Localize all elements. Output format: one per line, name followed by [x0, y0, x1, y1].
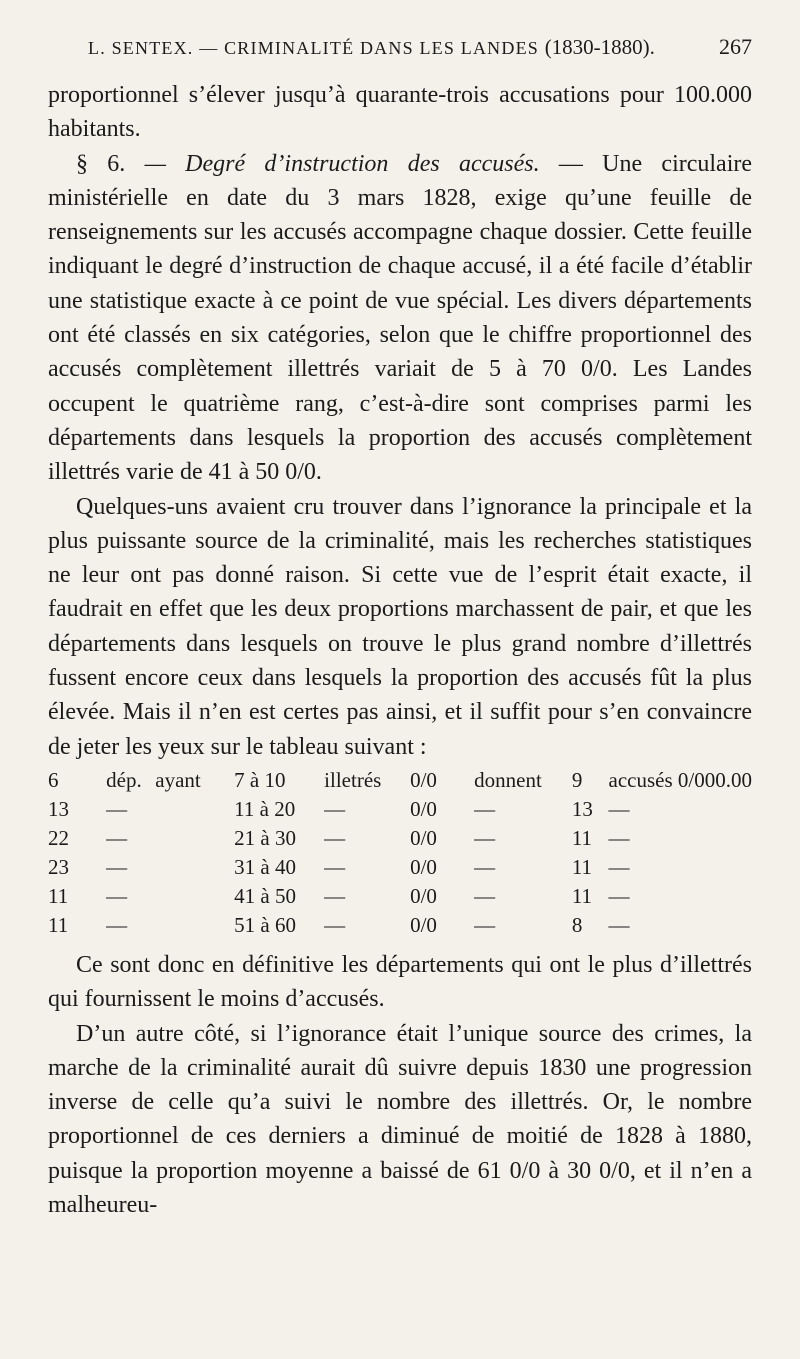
table-cell-ayant: [155, 911, 234, 940]
table-cell-unit: —: [106, 825, 128, 850]
paragraph-ignorance: Quelques-uns avaient cru trouver dans l’ignorance la principale et la plus puissante source de la criminalité, mais les recherches statistiques ne leur ont pas donné raison. Si cette vue de l’esprit était exacte, il faudrait en effet que les deux proportions marchassent de pair, et que les départements dans lesquels on trouve le plus grand nombre d’illettrés fussent encore ceux dans lesquels la proportion des accusés fût la plus élevée. Mais il n’en est certes pas ainsi, et il suffit pour s’en convaincre de jeter les yeux sur le tableau suivant :: [48, 493, 752, 760]
table-cell-ayant: [155, 824, 234, 853]
table-cell-dep: 22: [48, 825, 69, 850]
statistics-table: [48, 766, 752, 940]
table-cell-dep: 11: [48, 883, 69, 908]
table-cell-acc: —: [608, 854, 630, 879]
table-cell-range: 7 à 10: [234, 767, 286, 792]
table-cell-count: 11: [571, 883, 593, 908]
table-row: [48, 795, 752, 824]
table-cell-acc: —: [608, 825, 630, 850]
table-cell-ayant: [155, 882, 234, 911]
paragraph-progression: D’un autre côté, si l’ignorance était l’unique source des crimes, la marche de la criminalité aurait dû suivre depuis 1830 une progression inverse de celle qu’a suivi le nombre des illettrés. Or, le nombre proportionnel de ces derniers a diminué de moitié de 1828 à 1880, puisque la proportion moyenne a baissé de 61 0/0 à 30 0/0, et il n’en a malheureu-: [48, 1020, 752, 1219]
running-title: [48, 35, 655, 60]
table-cell-count: 11: [571, 825, 593, 850]
table-cell-ayant: ayant: [155, 767, 201, 792]
table-cell-donnent: —: [474, 912, 496, 937]
running-title-text: L. SENTEX. — CRIMINALITÉ DANS LES LANDES: [88, 38, 539, 58]
table-cell-acc: —: [608, 912, 630, 937]
table-row: [48, 882, 752, 911]
table-cell-count: 8: [571, 912, 583, 937]
table-cell-unit: —: [106, 883, 128, 908]
section-title: — Degré d’instruction des accusés.: [144, 150, 540, 177]
table-cell-ill: —: [324, 854, 346, 879]
table-cell-unit: —: [106, 796, 128, 821]
table-cell-donnent: —: [474, 796, 496, 821]
table-cell-ill: illetrés: [324, 767, 382, 792]
table-cell-count: 9: [571, 767, 583, 792]
table-cell-donnent: —: [474, 825, 496, 850]
paragraph-conclusion: Ce sont donc en définitive les départements qui ont le plus d’illettrés qui fournissent le moins d’accusés.: [48, 951, 752, 1013]
table-cell-range: 51 à 60: [234, 912, 296, 937]
table-cell-donnent: —: [474, 883, 496, 908]
table-cell-unit: —: [106, 854, 128, 879]
table-cell-donnent: donnent: [474, 767, 542, 792]
table-cell-pct: 0/0: [410, 796, 437, 821]
table-row: [48, 853, 752, 882]
table-cell-pct: 0/0: [410, 767, 437, 792]
table-cell-pct: 0/0: [410, 912, 437, 937]
page-number: 267: [719, 34, 752, 59]
table-cell-ill: —: [324, 825, 346, 850]
table-cell-acc: accusés 0/000.00: [608, 767, 752, 792]
table-cell-range: 31 à 40: [234, 854, 296, 879]
section-body: — Une circulaire ministérielle en date du 3 mars 1828, exige qu’une feuille de renseignements sur les accusés accompagne chaque dossier. Cette feuille indiquant le degré d’instruction de chaque accusé, il a été facile d’établir une statistique exacte à ce point de vue spécial. Les divers départements ont été classés en six catégories, selon que le chiffre proportionnel des accusés complètement illettrés variait de 5 à 70 0/0. Les Landes occupent le quatrième rang, c’est-à-dire sont comprises parmi les départements dans lesquels la proportion des accusés complètement illettrés varie de 41 à 50 0/0.: [48, 150, 753, 486]
table-cell-range: 21 à 30: [234, 825, 296, 850]
table-cell-dep: 13: [48, 796, 69, 821]
table-cell-pct: 0/0: [410, 825, 437, 850]
table-cell-count: 13: [571, 796, 593, 821]
section-number: § 6.: [76, 150, 126, 177]
table-cell-unit: dép.: [106, 767, 142, 792]
body-text-continued: [48, 948, 752, 1222]
table-cell-ayant: [155, 795, 234, 824]
table-cell-range: 11 à 20: [234, 796, 296, 821]
section-paragraph: [48, 147, 752, 490]
table-cell-dep: 11: [48, 912, 69, 937]
table-cell-donnent: —: [474, 854, 496, 879]
body-text: [48, 78, 752, 764]
table-cell-pct: 0/0: [410, 854, 437, 879]
paragraph-continuation: proportionnel s’élever jusqu’à quarante-trois accusations pour 100.000 habitants.: [48, 82, 752, 143]
running-title-years: (1830-1880).: [544, 35, 655, 59]
table-cell-unit: —: [106, 912, 128, 937]
table-cell-acc: —: [608, 883, 630, 908]
table-row: [48, 766, 752, 795]
statistics-table-body: [48, 766, 752, 940]
table-cell-ill: —: [324, 796, 346, 821]
table-cell-dep: 6: [48, 767, 59, 792]
table-cell-dep: 23: [48, 854, 69, 879]
table-cell-ayant: [155, 853, 234, 882]
table-cell-pct: 0/0: [410, 883, 437, 908]
running-header: [48, 34, 752, 78]
table-cell-ill: —: [324, 912, 346, 937]
table-row: [48, 824, 752, 853]
table-cell-range: 41 à 50: [234, 883, 296, 908]
table-row: [48, 911, 752, 940]
table-cell-acc: —: [608, 796, 630, 821]
table-cell-count: 11: [571, 854, 593, 879]
table-cell-ill: —: [324, 883, 346, 908]
